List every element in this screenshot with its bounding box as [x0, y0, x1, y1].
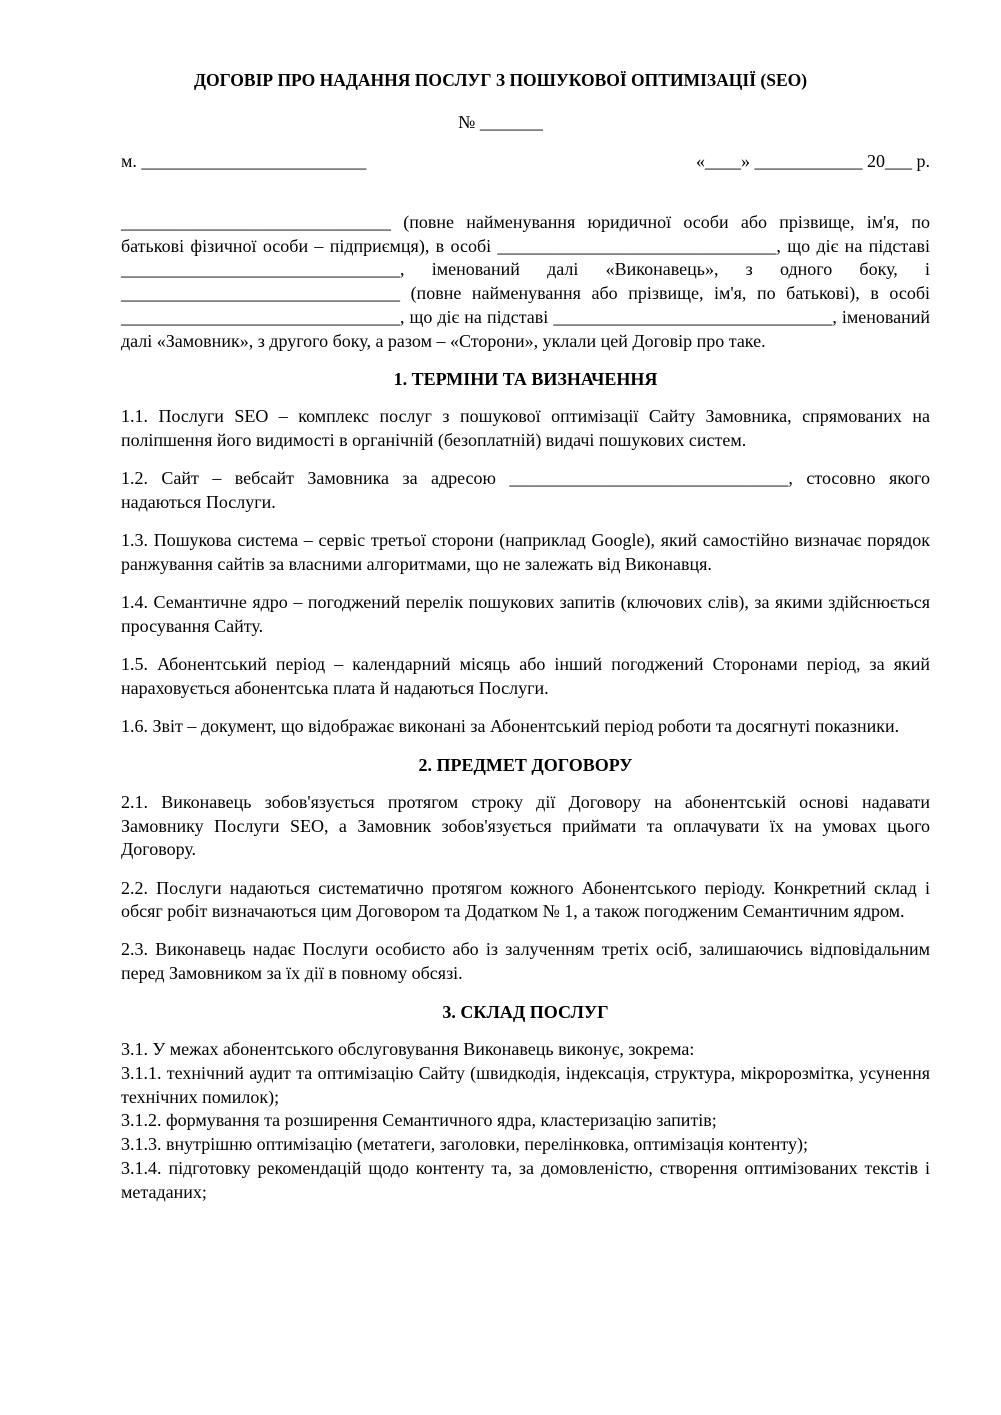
clause-1-3: 1.3. Пошукова система – сервіс третьої сторони (наприклад Google), який самостійно визначає порядок ранжування сайтів за власними алгоритмами, що не залежать від Виконавця. — [121, 530, 930, 574]
clause-1-4: 1.4. Семантичне ядро – погоджений перелік пошукових запитів (ключових слів), за якими здійснюється просування Сайту. — [121, 591, 930, 636]
clause-1-2: 1.2. Сайт – вебсайт Замовника за адресою _______________________________, стосовно якого надаються Послуги. — [121, 468, 930, 512]
clause-2-2: 2.2. Послуги надаються систематично протягом кожного Абонентського періоду. Конкретний склад і обсяг робіт визначаються цим Договором та Додатком № 1, а також погодженим Семантичним ядром. — [121, 877, 930, 922]
document-title: ДОГОВІР ПРО НАДАННЯ ПОСЛУГ З ПОШУКОВОЇ ОПТИМІЗАЦІЇ (SEO) — [193, 70, 808, 90]
clause-3-1-1: 3.1.1. технічний аудит та оптимізацію Сайту (швидкодія, індексація, структура, мікророзмітка, усунення технічних помилок); — [121, 1063, 930, 1107]
clause-3-1-2: 3.1.2. формування та розширення Семантичного ядра, кластеризацію запитів; — [121, 1110, 717, 1131]
clause-1-5: 1.5. Абонентський період – календарний місяць або інший погоджений Сторонами період, за який нараховується абонентська плата й надаються Послуги. — [121, 653, 930, 698]
clause-3-1-3: 3.1.3. внутрішню оптимізацію (метатеги, заголовки, перелінковка, оптимізація контенту); — [121, 1134, 809, 1155]
contract-date: «____» ____________ 20___ р. — [696, 151, 930, 171]
preamble-paragraph: ______________________________ (повне найменування юридичної особи або прізвище, ім'я, по батькові фізичної особи – підприємця), в особі _______________________________, що діє на підставі _______________________________, іменований далі «Виконавець», з одного боку, і _______________________________ (повне найменування або прізвище, ім'я, по батькові), в особі _______________________________, що діє на підставі _______________________________, іменований далі «Замовник», з другого боку, а разом – «Сторони», уклали цей Договір про таке. — [121, 212, 930, 351]
clause-2-3: 2.3. Виконавець надає Послуги особисто або із залученням третіх осіб, залишаючись відповідальним перед Замовником за їх дії в повному обсязі. — [121, 939, 930, 984]
document-body — [121, 211, 930, 1204]
clause-1-6: 1.6. Звіт – документ, що відображає виконані за Абонентський період роботи та досягнуті показники. — [121, 715, 900, 736]
contract-place: м. _________________________ — [121, 151, 367, 171]
section-heading-services: 3. СКЛАД ПОСЛУГ — [442, 1002, 609, 1023]
clause-2-1: 2.1. Виконавець зобов'язується протягом строку дії Договору на абонентській основі надавати Замовнику Послуги SEO, а Замовник зобов'язується приймати та оплачувати їх на умовах цього Договору. — [121, 791, 930, 860]
section-heading-terms: 1. ТЕРМІНИ ТА ВИЗНАЧЕННЯ — [393, 369, 658, 390]
contract-number: № _______ — [458, 112, 543, 132]
clause-1-1: 1.1. Послуги SEO – комплекс послуг з пошукової оптимізації Сайту Замовника, спрямованих на поліпшення його видимості в органічній (безоплатній) видачі пошукових систем. — [121, 406, 930, 450]
clause-3-1: 3.1. У межах абонентського обслуговування Виконавець виконує, зокрема: — [121, 1039, 695, 1060]
clause-3-1-4: 3.1.4. підготовку рекомендацій щодо контенту та, за домовленістю, створення оптимізованих текстів і метаданих; — [121, 1157, 930, 1202]
section-heading-subject: 2. ПРЕДМЕТ ДОГОВОРУ — [418, 754, 633, 775]
